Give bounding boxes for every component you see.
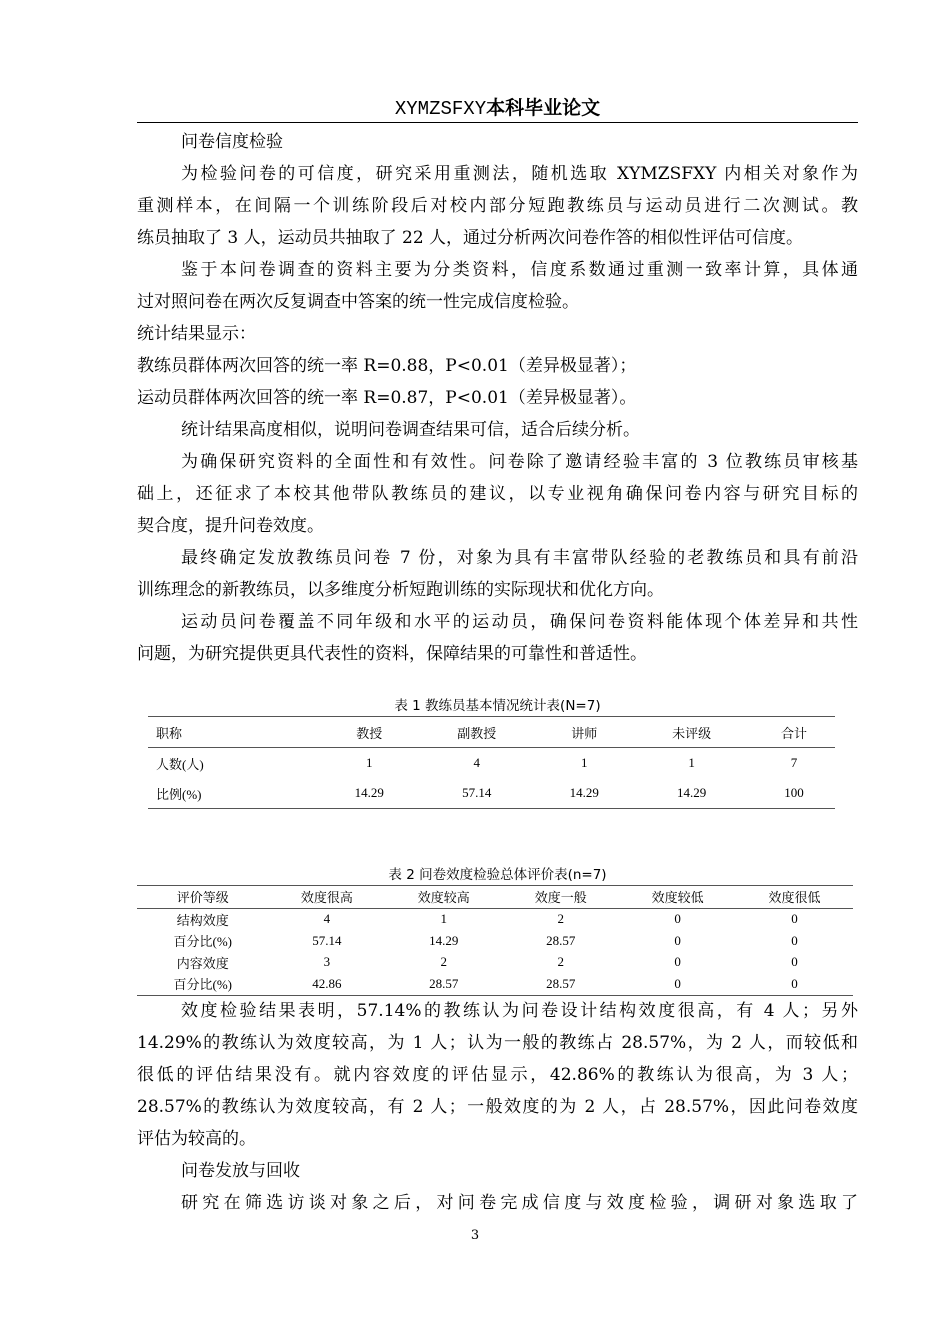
table-row (137, 930, 853, 952)
table-cell: 42.86 (312, 975, 342, 991)
text-line: 为检验问卷的可信度，研究采用重测法，随机选取 XYMZSFXY 内相关对象作为 (181, 164, 858, 184)
text-line: 问题，为研究提供更具代表性的资料，保障结果的可靠性和普适性。 (137, 644, 647, 664)
text-line: 过对照问卷在两次反复调查中答案的统一性完成信度检验。 (137, 292, 579, 312)
table-cell: 合计 (753, 717, 835, 748)
text-line: 28.57%的教练认为效度较高，有 2 人；一般效度的为 2 人，占 28.57%，因此问卷效度 (137, 1097, 858, 1117)
text-line: 教练员群体两次回答的统一率 R=0.88，P<0.01（差异极显著）； (137, 356, 637, 376)
coach-info-table (148, 716, 835, 809)
table-cell: 7 (790, 755, 798, 770)
table-cell: 职称 (148, 717, 323, 748)
table-cell: 0 (791, 975, 798, 991)
table-cell: 1 (580, 755, 588, 770)
table-cell: 28.57 (429, 975, 459, 991)
table-cell: 效度较高 (385, 886, 502, 909)
text-line: 统计结果高度相似，说明问卷调查结果可信，适合后续分析。 (181, 420, 640, 440)
table-cell: 百分比(%) (173, 977, 232, 993)
text-line: 鉴于本问卷调查的资料主要为分类资料，信度系数通过重测一致率计算，具体通 (181, 260, 858, 280)
table-cell: 百分比(%) (173, 934, 232, 950)
table-cell: 14.29 (354, 785, 384, 800)
table-cell: 1 (688, 755, 695, 770)
text-line: 础上，还征求了本校其他带队教练员的建议，以专业视角确保问卷内容与研究目标的 (137, 484, 858, 504)
table-cell: 14.29 (429, 932, 459, 948)
table-cell: 0 (791, 911, 798, 927)
table-cell: 0 (674, 975, 681, 991)
page-number: 3 (470, 1228, 480, 1243)
table-cell: 教授 (323, 717, 415, 748)
table-cell: 人数(人) (156, 756, 204, 772)
table-cell: 效度较低 (619, 886, 736, 909)
table-cell: 100 (784, 785, 804, 800)
text-line: 研究在筛选访谈对象之后，对问卷完成信度与效度检验，调研对象选取了 (181, 1193, 858, 1213)
table-cell: 内容效度 (176, 955, 229, 971)
table-cell: 效度很低 (736, 886, 853, 909)
table-row (137, 973, 853, 995)
text-line: 最终确定发放教练员问卷 7 份，对象为具有丰富带队经验的老教练员和具有前沿 (181, 548, 858, 568)
table-cell: 57.14 (462, 785, 492, 800)
validity-evaluation-table (137, 885, 853, 996)
table-row (148, 778, 835, 809)
text-line: 很低的评估结果没有。就内容效度的评估显示，42.86%的教练认为很高，为 3 人； (137, 1065, 858, 1085)
table-cell: 14.29 (569, 785, 599, 800)
table-cell: 1 (440, 911, 448, 927)
table-cell: 评价等级 (137, 886, 268, 909)
table-header-row (137, 886, 853, 909)
text-line: 重测样本，在间隔一个训练阶段后对校内部分短跑教练员与运动员进行二次测试。教 (137, 196, 858, 216)
table-cell: 2 (557, 954, 564, 970)
page-header (137, 94, 858, 123)
text-line: 14.29%的教练认为效度较高，为 1 人；认为一般的教练占 28.57%，为 2 人，而较低和 (137, 1033, 858, 1053)
table-cell: 未评级 (630, 717, 753, 748)
table-cell: 0 (791, 954, 798, 970)
table-cell: 讲师 (538, 717, 630, 748)
text-line: 练员抽取了 3 人，运动员共抽取了 22 人，通过分析两次问卷作答的相似性评估可信度。 (137, 228, 804, 248)
table-cell: 28.57 (546, 975, 576, 991)
table2-caption: 表 2 问卷效度检验总体评价表(n=7) (388, 867, 607, 883)
table-cell: 28.57 (546, 932, 576, 948)
table-cell: 效度很高 (268, 886, 385, 909)
text-line: 评估为较高的。 (137, 1129, 256, 1149)
table-cell: 57.14 (312, 932, 342, 948)
table-cell: 2 (440, 954, 448, 970)
text-line: 运动员群体两次回答的统一率 R=0.87，P<0.01（差异极显著）。 (137, 388, 637, 408)
header-school-code: XYMZSFXY (394, 98, 487, 120)
table-cell: 比例(%) (156, 786, 202, 802)
table-cell: 2 (557, 911, 564, 927)
text-line: 问卷信度检验 (181, 132, 283, 152)
table1-caption: 表 1 教练员基本情况统计表(N=7) (394, 698, 601, 714)
table-cell: 4 (473, 755, 480, 770)
text-line: 契合度，提升问卷效度。 (137, 516, 324, 536)
table-cell: 0 (674, 911, 681, 927)
table-header-row (148, 717, 835, 748)
table-cell: 0 (791, 932, 798, 948)
text-line: 为确保研究资料的全面性和有效性。问卷除了邀请经验丰富的 3 位教练员审核基 (181, 452, 858, 472)
table-cell: 14.29 (677, 785, 707, 800)
table-cell: 副教授 (415, 717, 538, 748)
table-cell: 结构效度 (176, 912, 229, 928)
text-line: 问卷发放与回收 (181, 1161, 300, 1181)
table-row (137, 908, 853, 930)
table-cell: 3 (323, 954, 331, 970)
table-cell: 效度一般 (502, 886, 619, 909)
table-row (148, 748, 835, 779)
text-line: 统计结果显示： (137, 324, 256, 344)
text-line: 运动员问卷覆盖不同年级和水平的运动员，确保问卷资料能体现个体差异和共性 (181, 612, 858, 632)
body-text-lower (137, 995, 858, 1219)
header-title: 本科毕业论文 (486, 97, 601, 119)
text-line: 效度检验结果表明，57.14%的教练认为问卷设计结构效度很高，有 4 人；另外 (181, 1001, 858, 1021)
text-line: 训练理念的新教练员，以多维度分析短跑训练的实际现状和优化方向。 (137, 580, 664, 600)
table-cell: 0 (674, 954, 681, 970)
table-row (137, 952, 853, 974)
table-cell: 1 (366, 755, 373, 770)
table-cell: 0 (674, 932, 681, 948)
body-text-upper (137, 126, 858, 670)
table-cell: 4 (323, 911, 331, 927)
